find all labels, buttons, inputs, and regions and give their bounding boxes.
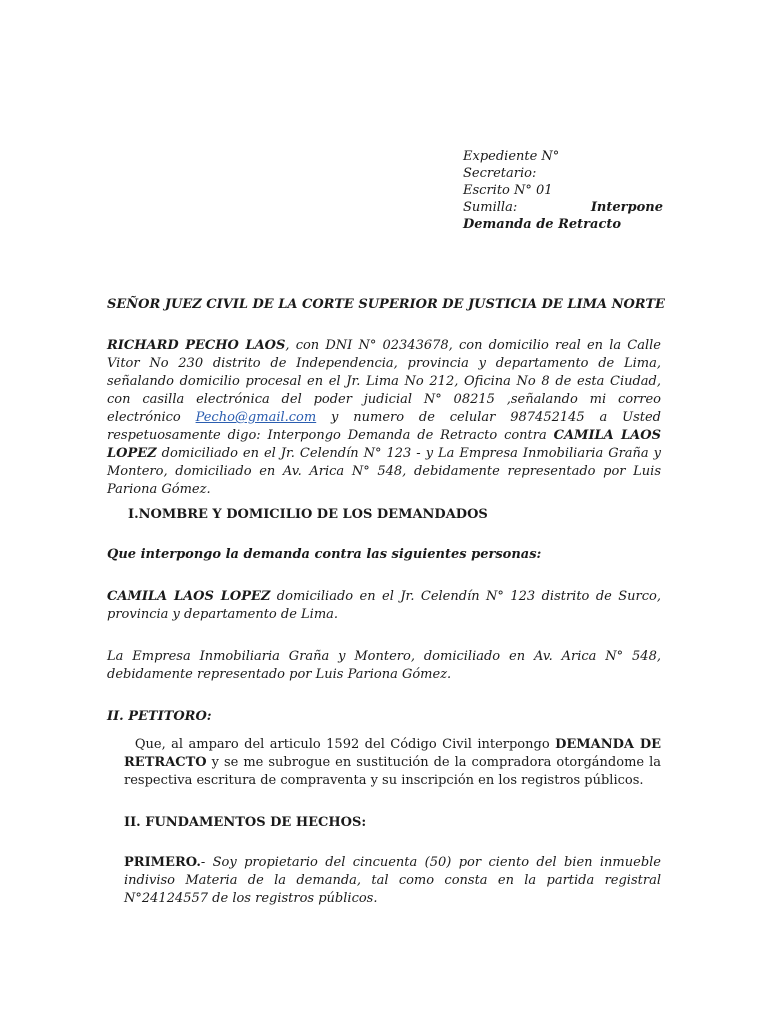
secretario-line: Secretario:	[463, 166, 537, 181]
sumilla-label: Sumilla:	[463, 200, 518, 215]
defendant1-paragraph	[107, 588, 661, 624]
section1-subheading: Que interpongo la demanda contra las siguientes personas:	[107, 547, 542, 562]
intro-text-1: , con DNI N° 02343678, con domicilio real en la Calle Vitor No 230 distrito de Independencia, provincia y departamento de Lima, señalando domicilio procesal en el Jr. Lima No 212, Oficina No 8 de esta Ciudad, con casilla electrónica del poder judicial N° 08215 ,señalando mi correo electrónico	[107, 338, 662, 425]
section1-heading: I.NOMBRE Y DOMICILIO DE LOS DEMANDADOS	[128, 507, 488, 522]
primero-text: - Soy propietario del cincuenta (50) por ciento del bien inmueble indiviso Materia de la demanda, tal como consta en la partida registral N°24124557 de los registros públicos.	[124, 855, 661, 906]
defendant1-name: CAMILA LAOS LOPEZ	[107, 589, 271, 604]
petitorio-text-1: Que, al amparo del articulo 1592 del Código Civil interpongo	[124, 737, 556, 752]
primero-label: PRIMERO.	[124, 855, 201, 870]
intro-text-3: domiciliado en el Jr. Celendín N° 123 - y La Empresa Inmobiliaria Graña y Montero, domiciliado en Av. Arica N° 548, debidamente representado por Luis Pariona Gómez.	[107, 446, 661, 497]
escrito-line: Escrito N° 01	[463, 183, 553, 198]
expediente-line: Expediente N°	[463, 149, 560, 164]
petitorio-paragraph	[124, 736, 666, 790]
intro-paragraph	[107, 337, 661, 499]
sumilla-value-2: Demanda de Retracto	[463, 217, 622, 232]
case-header	[463, 148, 663, 233]
sumilla-value-1: Interpone	[590, 200, 663, 215]
sumilla-line	[463, 199, 663, 216]
plaintiff-name: RICHARD PECHO LAOS	[107, 338, 286, 353]
intro-text-2: y numero de celular 987452145 a Usted respetuosamente digo: Interpongo Demanda de Retracto contra	[107, 410, 661, 443]
petitorio-text-2: y se me subrogue en sustitución de la compradora otorgándome la respectiva escritura de compraventa y su inscripción en los registros públicos.	[124, 755, 666, 788]
section2-heading: II. PETITORO:	[107, 709, 212, 724]
defendant2-paragraph: La Empresa Inmobiliaria Graña y Montero, domiciliado en Av. Arica N° 548, debidamente representado por Luis Pariona Gómez.	[107, 649, 661, 682]
section3-heading: II. FUNDAMENTOS DE HECHOS:	[124, 815, 367, 830]
email-link[interactable]: Pecho@gmail.com	[195, 410, 317, 425]
addressee: SEÑOR JUEZ CIVIL DE LA CORTE SUPERIOR DE JUSTICIA DE LIMA NORTE	[107, 297, 665, 312]
defendant1-text: domiciliado en el Jr. Celendín N° 123 distrito de Surco, provincia y departamento de Lima.	[107, 589, 662, 622]
petitorio-bold: DEMANDA DE RETRACTO	[124, 737, 666, 770]
defendant-name: CAMILA LAOS LOPEZ	[107, 428, 661, 461]
fundamento-primero	[124, 854, 661, 908]
